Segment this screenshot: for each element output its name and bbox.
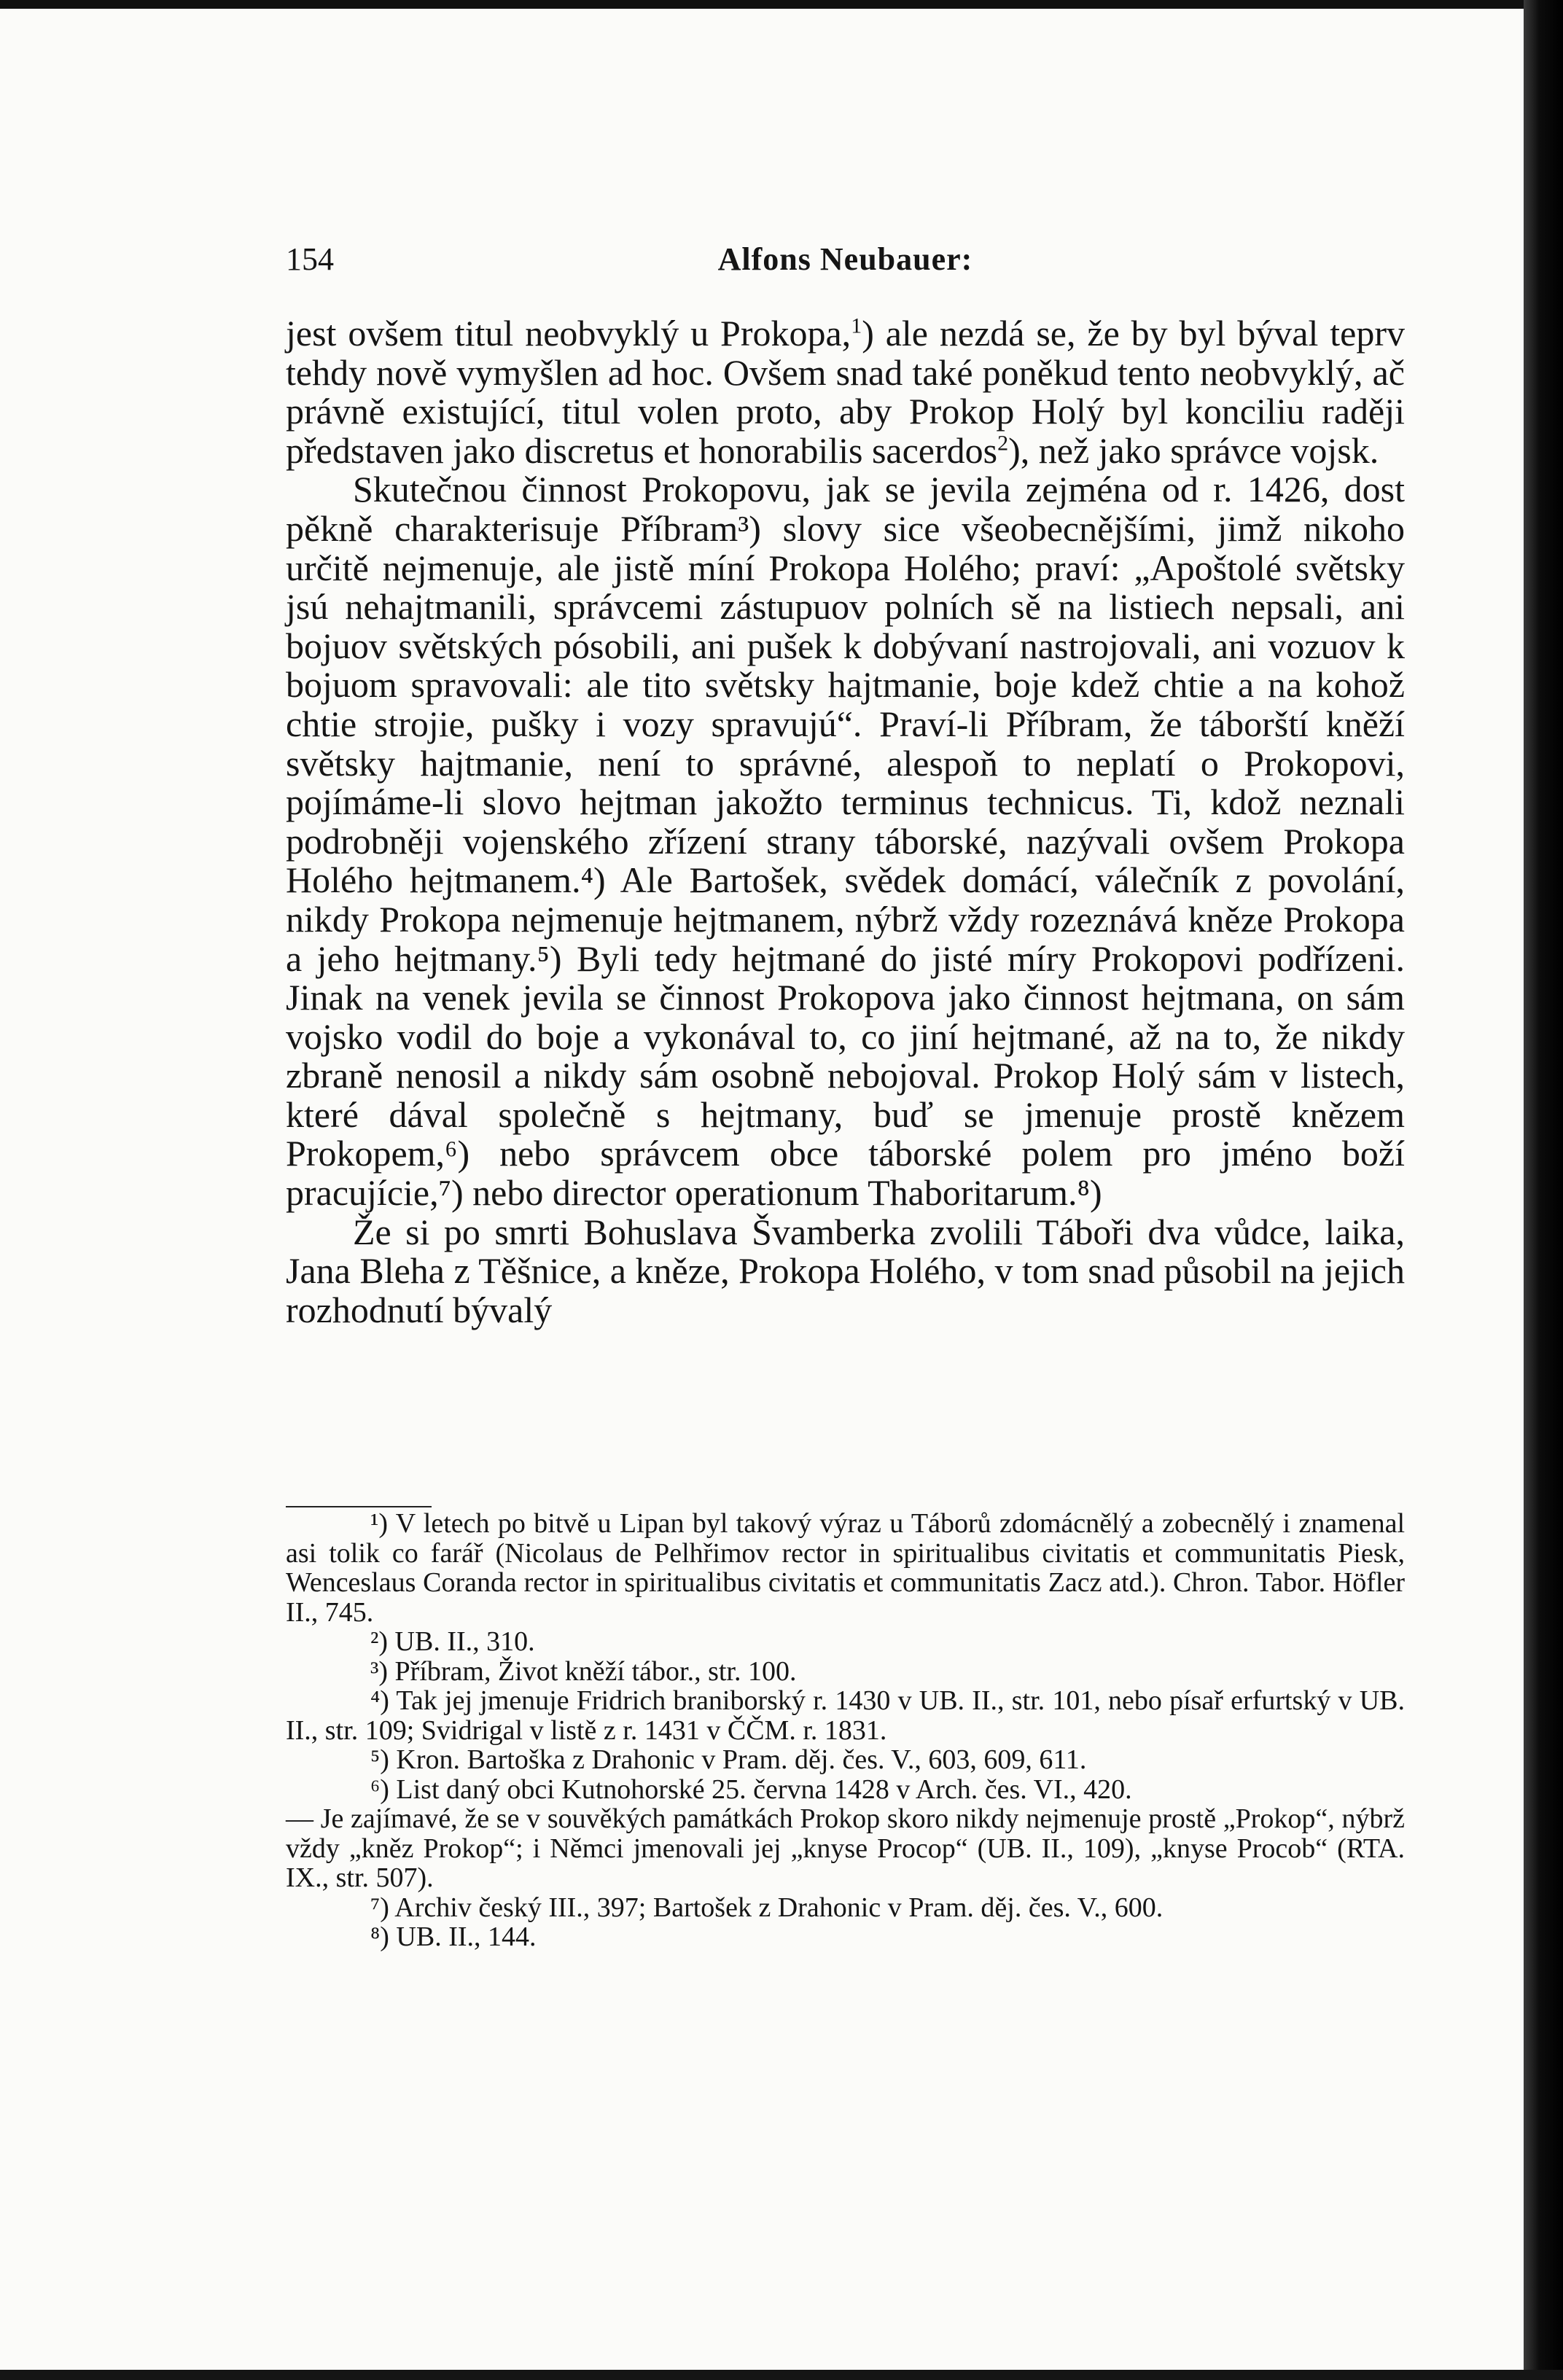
- footnote: ²) UB. II., 310.: [370, 1626, 535, 1657]
- paragraph-text: jest ovšem titul neobvyklý u Prokopa,: [286, 313, 851, 354]
- paragraph-text: ) ale nezdá se, že by byl býval teprv tehdy nově vymyšlen ad hoc. Ovšem snad také poněkud tento neobvyklý, ač právně existující, titul volen proto, aby Prokop Holý byl konciliu raději představen jako discretus et honorabilis sacerdos: [286, 313, 1405, 471]
- page-number: 154: [286, 241, 334, 277]
- footnote-continuation: — Je zajímavé, že se v souvěkých památkách Prokop skoro nikdy nejmenuje prostě „Prokop“, nýbrž vždy „kněz Prokop“; i Němci jmenovali jej „knyse Procop“ (UB. II., 109), „knyse Procob“ (RTA. IX., str. 507).: [286, 1803, 1405, 1893]
- scan-edge-top: [0, 0, 1563, 9]
- footnote: ¹) V letech po bitvě u Lipan byl takový výraz u Táborů zdomácnělý a zobecnělý i znamenal asi tolik co farář (Nicolaus de Pelhřimov rector in spiritualibus civitatis et communitatis Piesk, Wenceslaus Coranda rector in spiritualibus civitatis et communitatis Zacz atd.). Chron. Tabor. Höfler II., 745.: [286, 1508, 1405, 1628]
- footnote: ⁷) Archiv český III., 397; Bartošek z Drahonic v Pram. děj. čes. V., 600.: [370, 1892, 1164, 1923]
- body-text: [286, 314, 1405, 1330]
- running-head: Alfons Neubauer:: [717, 241, 973, 277]
- scan-edge-bottom: [0, 2370, 1563, 2380]
- footnote: ³) Příbram, Život kněží tábor., str. 100.: [370, 1655, 797, 1687]
- scan-edge-right: [1524, 0, 1563, 2380]
- paragraph: Skutečnou činnost Prokopovu, jak se jevila zejména od r. 1426, dost pěkně charakterisuje Příbram³) slovy sice všeobecnějšími, jimž nikoho určitě nejmenuje, ale jistě míní Prokopa Holého; praví: „Apoštolé světsky jsú nehajtmanili, správcemi zástupuov polních sě na listiech nepsali, ani bojuov světských pósobili, ani pušek k dobývaní nastrojovali, ani vozuov k bojuom spravovali: ale tito světsky hajtmanie, boje kdež chtie a na kohož chtie strojie, pušky i vozy spravujú“. Praví-li Příbram, že táborští kněží světsky hajtmanie, není to správné, alespoň to neplatí o Prokopovi, pojímáme-li slovo hejtman jakožto terminus technicus. Ti, kdož neznali podrobněji vojenského zřízení strany táborské, nazývali ovšem Prokopa Holého hejtmanem.⁴) Ale Bartošek, svědek domácí, válečník z povolání, nikdy Prokopa nejmenuje hejtmanem, nýbrž vždy rozeznává kněze Prokopa a jeho hejtmany.⁵) Byli tedy hejtmané do jisté míry Prokopovi podřízeni. Jinak na venek jevila se činnost Prokopova jako činnost hejtmana, on sám vojsko vodil do boje a vykonával to, co jiní hejtmané, až na to, že nikdy zbraně nenosil a nikdy sám osobně nebojoval. Prokop Holý sám v listech, které dával společně s hejtmany, buď se jmenuje prostě knězem Prokopem,⁶) nebo správcem obce táborské polem pro jméno boží pracujície,⁷) nebo director operationum Thaboritarum.⁸): [286, 469, 1405, 1214]
- paragraph: Že si po smrti Bohuslava Švamberka zvolili Táboři dva vůdce, laika, Jana Bleha z Těšnice, a kněze, Prokopa Holého, v tom snad působil na jejich rozhodnutí bývalý: [286, 1211, 1405, 1330]
- footnote-separator: [286, 1506, 432, 1507]
- footnote: ⁸) UB. II., 144.: [370, 1921, 537, 1952]
- paragraph: [286, 314, 1405, 470]
- footnote-ref: 1: [851, 313, 862, 338]
- footnote-ref: 2: [997, 431, 1009, 456]
- footnotes: [286, 1509, 1405, 1952]
- footnote: ⁵) Kron. Bartoška z Drahonic v Pram. děj. čes. V., 603, 609, 611.: [370, 1744, 1087, 1775]
- paragraph-text: ), než jako správce vojsk.: [1008, 429, 1379, 471]
- footnote: ⁶) List daný obci Kutnohorské 25. června 1428 v Arch. čes. VI., 420.: [370, 1774, 1132, 1805]
- page-header: [286, 241, 1405, 284]
- footnote: ⁴) Tak jej jmenuje Fridrich braniborský r. 1430 v UB. II., str. 101, nebo písař erfurtský v UB. II., str. 109; Svidrigal v listě z r. 1431 v ČČM. r. 1831.: [286, 1685, 1405, 1746]
